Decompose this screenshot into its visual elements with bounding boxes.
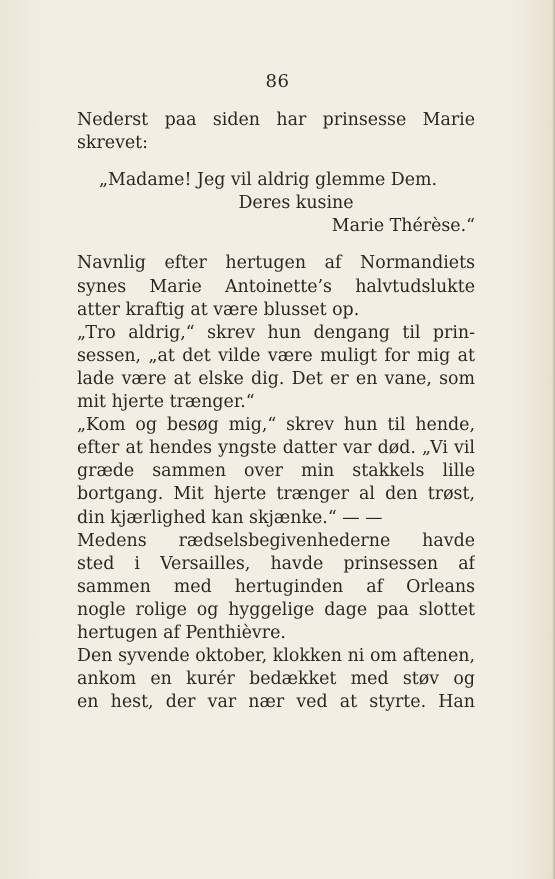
- text-line: en hest, der var nær ved at styrte. Han: [77, 692, 475, 713]
- text-line: Navnlig efter hertugen af Normandiets: [77, 253, 475, 274]
- body-text: [77, 109, 475, 714]
- letter-salutation: „Madame! Jeg vil aldrig glemme Dem.: [99, 170, 438, 191]
- text-line: nogle rolige og hyggelige dage paa slottet: [77, 599, 475, 620]
- paragraph-gap: [77, 238, 475, 252]
- text-line: Medens rædselsbegivenhederne havde: [77, 530, 475, 551]
- text-line: ankom en kurér bedækket med støv og: [77, 669, 475, 690]
- text-line: atter kraftig at være blusset op.: [77, 299, 360, 320]
- text-line: skrevet:: [77, 133, 149, 154]
- text-line: mit hjerte trænger.“: [77, 392, 255, 413]
- text-line: sammen med hertuginden af Orleans: [77, 576, 475, 597]
- letter-closing: Deres kusine: [238, 193, 354, 214]
- text-line: efter at hendes yngste datter var død. „Vi vil: [77, 438, 475, 459]
- text-line: sted i Versailles, havde prinsessen af: [77, 553, 475, 574]
- text-line: hertugen af Penthièvre.: [77, 622, 286, 643]
- text-line: „Kom og besøg mig,“ skrev hun til hende,: [77, 415, 475, 436]
- text-line: sessen, „at det vilde være muligt for mig at: [77, 345, 475, 366]
- text-line: „Tro aldrig,“ skrev hun dengang til prin-: [77, 322, 475, 343]
- text-line: bortgang. Mit hjerte trænger al den trøst,: [77, 484, 475, 505]
- text-line: din kjærlighed kan skjænke.“ — —: [77, 507, 383, 528]
- text-line: Den syvende oktober, klokken ni om aftenen,: [77, 646, 475, 667]
- text-line: Nederst paa siden har prinsesse Marie: [77, 110, 475, 130]
- paragraph-gap: [77, 155, 475, 169]
- text-line: lade være at elske dig. Det er en vane, som: [77, 368, 475, 389]
- letter-signature: Marie Thérèse.“: [331, 216, 475, 237]
- page-number: 86: [265, 71, 290, 92]
- text-line: græde sammen over min stakkels lille: [77, 461, 475, 482]
- text-line: synes Marie Antoinette’s halvtudslukte: [77, 276, 475, 297]
